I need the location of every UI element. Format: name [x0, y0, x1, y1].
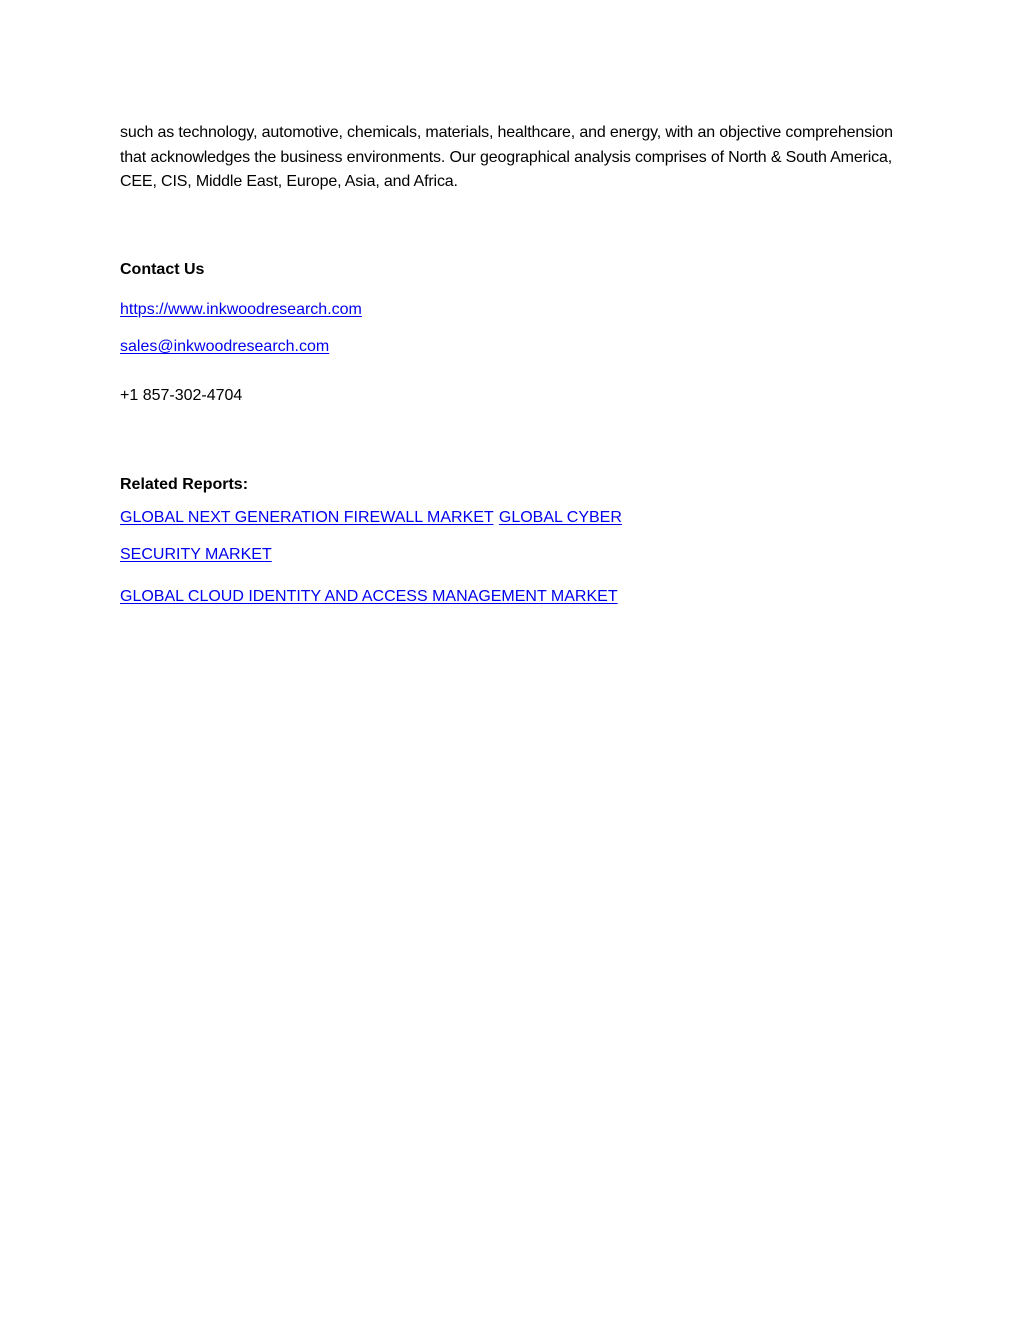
phone-number: +1 857-302-4704 [120, 387, 243, 404]
related-links-row-1 [120, 507, 622, 529]
email-row [120, 336, 329, 358]
report-link-cyber-security-part-1[interactable]: GLOBAL CYBER [498, 509, 622, 526]
report-link-cyber-security-part-2[interactable]: SECURITY MARKET [120, 546, 272, 563]
contact-heading: Contact Us [120, 261, 205, 278]
related-reports-heading: Related Reports: [120, 476, 249, 493]
report-link-firewall[interactable]: GLOBAL NEXT GENERATION FIREWALL MARKET [120, 509, 494, 526]
website-row [120, 299, 362, 321]
email-link[interactable]: sales@inkwoodresearch.com [120, 338, 330, 355]
related-links-row-3 [120, 586, 618, 608]
intro-paragraph: such as technology, automotive, chemicals, materials, healthcare, and energy, with an objective comprehension that acknowledges the business environments. Our geographical analysis comprises of North & South America, CEE, CIS, Middle East, Europe, Asia, and Africa. [120, 124, 893, 190]
report-link-cloud-identity[interactable]: GLOBAL CLOUD IDENTITY AND ACCESS MANAGEMENT MARKET [120, 588, 618, 605]
related-links-row-2 [120, 544, 272, 566]
website-link[interactable]: https://www.inkwoodresearch.com [120, 301, 362, 318]
page-content [120, 121, 910, 605]
